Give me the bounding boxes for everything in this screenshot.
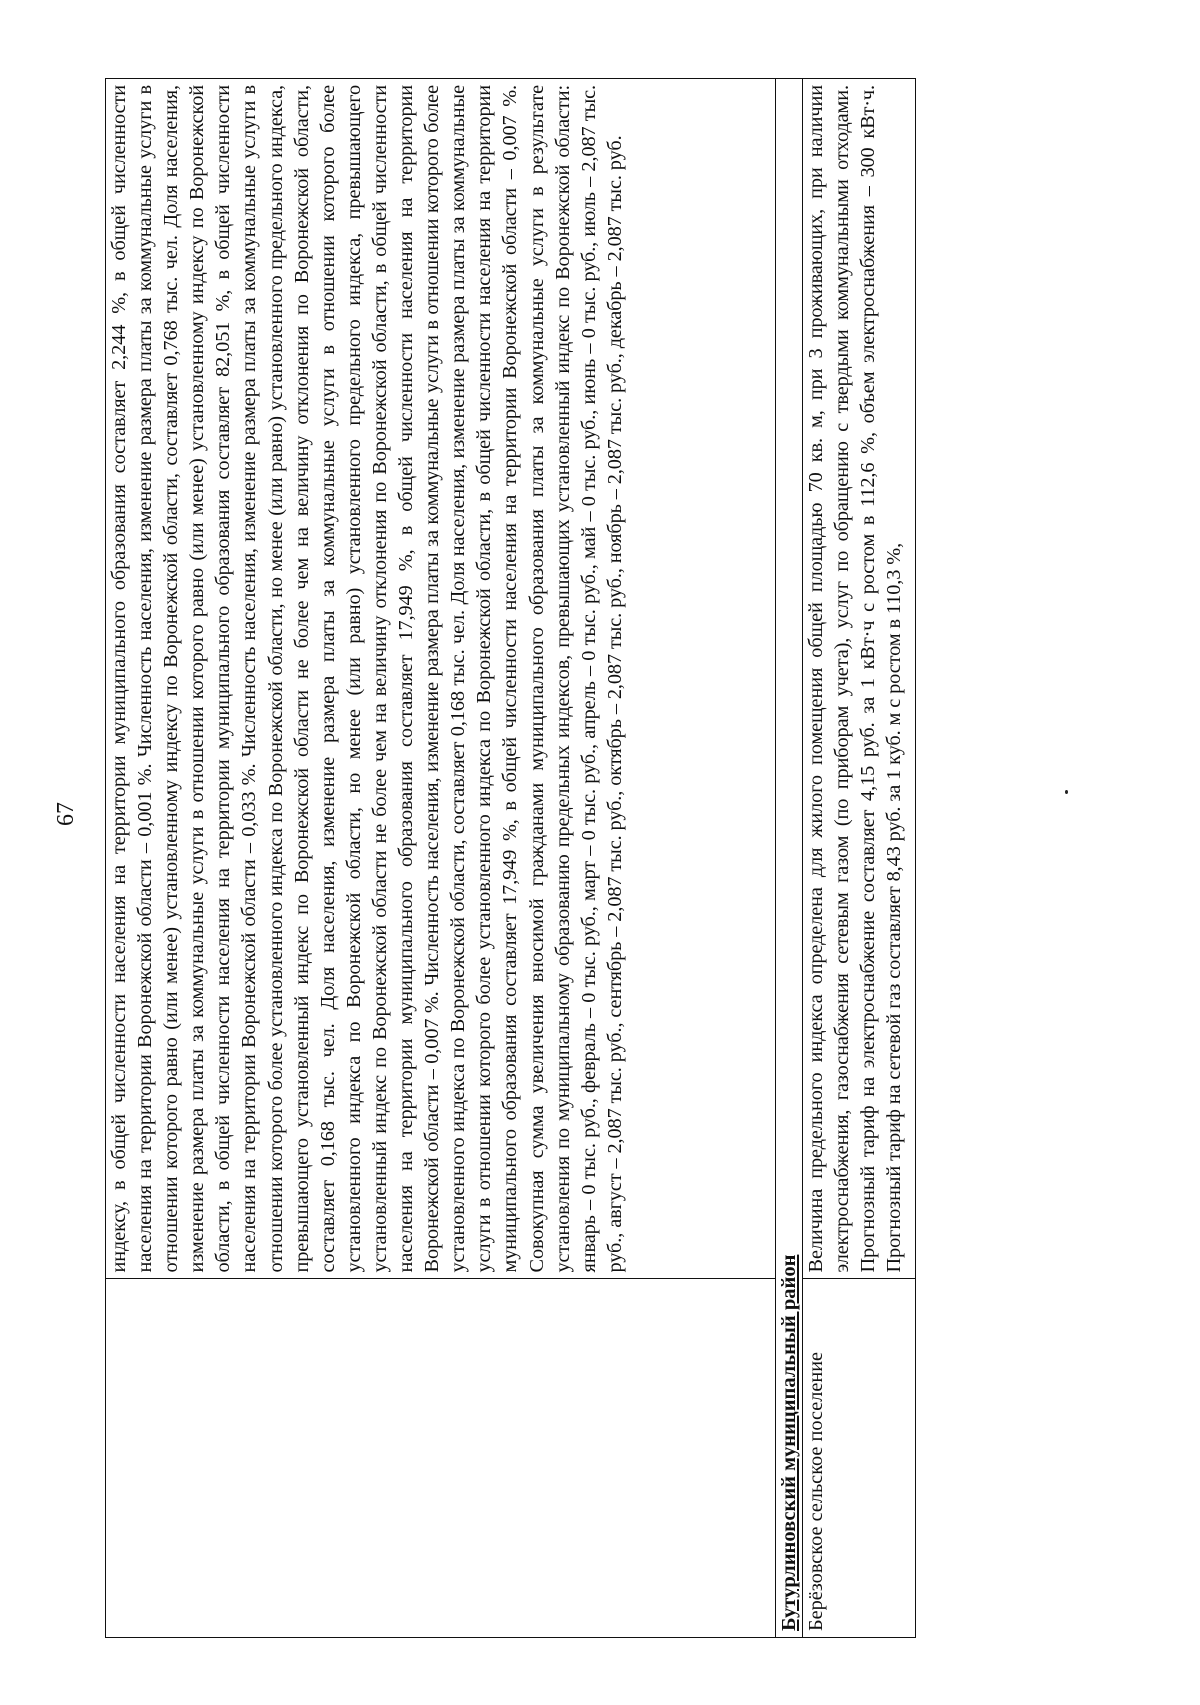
table-row bbox=[803, 79, 916, 1638]
description-text: Величина предельного индекса определена для жилого помещения общей площадью 70 кв. м, при 3 проживающих, при наличии электроснабжения, газоснабжения сетевым газом (по приборам учета), услуг по обращению с твердыми коммунальными отходами. Прогнозный тариф на электроснабжение составляет 4,15 руб. за 1 кВт·ч с ростом в 112,6 %, объем электроснабжения – 300 кВт·ч. Прогнозный тариф на сетевой газ составляет 8,43 руб. за 1 куб. м с ростом в 110,3 %, bbox=[805, 85, 906, 1273]
section-row bbox=[776, 79, 803, 1638]
settlement-name: Берёзовское сельское поселение bbox=[803, 1279, 916, 1638]
scan-speck bbox=[1065, 790, 1068, 794]
table-row bbox=[106, 79, 776, 1638]
district-header: Бутурлиновский муниципальный район bbox=[776, 79, 803, 1638]
table-cell-description bbox=[106, 79, 776, 1279]
tariff-table bbox=[105, 78, 916, 1638]
rotated-page-content bbox=[105, 78, 945, 1638]
description-text: индексу, в общей численности населения на территории муниципального образования составляет 2,244 %, в общей численности населения на территории Воронежской области – 0,001 %. Численность населения, изменение размера платы за коммунальные услуги в отношении которого равно (или менее) установленному индексу по Воронежской области, составляет 0,768 тыс. чел. Доля населения, изменение размера платы за коммунальные услуги в отношении которого равно (или менее) установленному индексу по Воронежской области, в общей численности населения на территории муниципального образования составляет 82,051 %, в общей численности населения на территории Воронежской области – 0,033 %. Численность населения, изменение размера платы за коммунальные услуги в отношении которого более установленного индекса по Воронежской области, но менее (или равно) установленного предельного индекса, превышающего установленный индекс по Воронежской области не более чем на величину отклонения по Воронежской области, составляет 0,168 тыс. чел. Доля населения, изменение размера платы за коммунальные услуги в отношении которого более установленного индекса по Воронежской области, но менее (или равно) установленного предельного индекса, превышающего установленный индекс по Воронежской области не более чем на величину отклонения по Воронежской области, в общей численности населения на территории муниципального образования составляет 17,949 %, в общей численности населения на территории Воронежской области – 0,007 %. Численность населения, изменение размера платы за коммунальные услуги в отношении которого более установленного индекса по Воронежской области, составляет 0,168 тыс. чел. Доля населения, изменение размера платы за коммунальные услуги в отношении которого более установленного индекса по Воронежской области, в общей численности населения на территории муниципального образования составляет 17,949 %, в общей численности населения на территории Воронежской области – 0,007 %. Совокупная сумма увеличения вносимой гражданами муниципального образования платы за коммунальные услуги в результате установления по муниципальному образованию предельных индексов, превышающих установленный индекс по Воронежской области: январь – 0 тыс. руб., февраль – 0 тыс. руб., март – 0 тыс. руб., апрель – 0 тыс. руб., май – 0 тыс. руб., июнь – 0 тыс. руб., июль – 2,087 тыс. руб., август – 2,087 тыс. руб., сентябрь – 2,087 тыс. руб., октябрь – 2,087 тыс. руб., ноябрь – 2,087 тыс. руб., декабрь – 2,087 тыс. руб. bbox=[108, 85, 626, 1273]
table-cell-settlement bbox=[106, 1279, 776, 1638]
table-cell-description bbox=[803, 79, 916, 1279]
page-number: 67 bbox=[53, 802, 79, 826]
